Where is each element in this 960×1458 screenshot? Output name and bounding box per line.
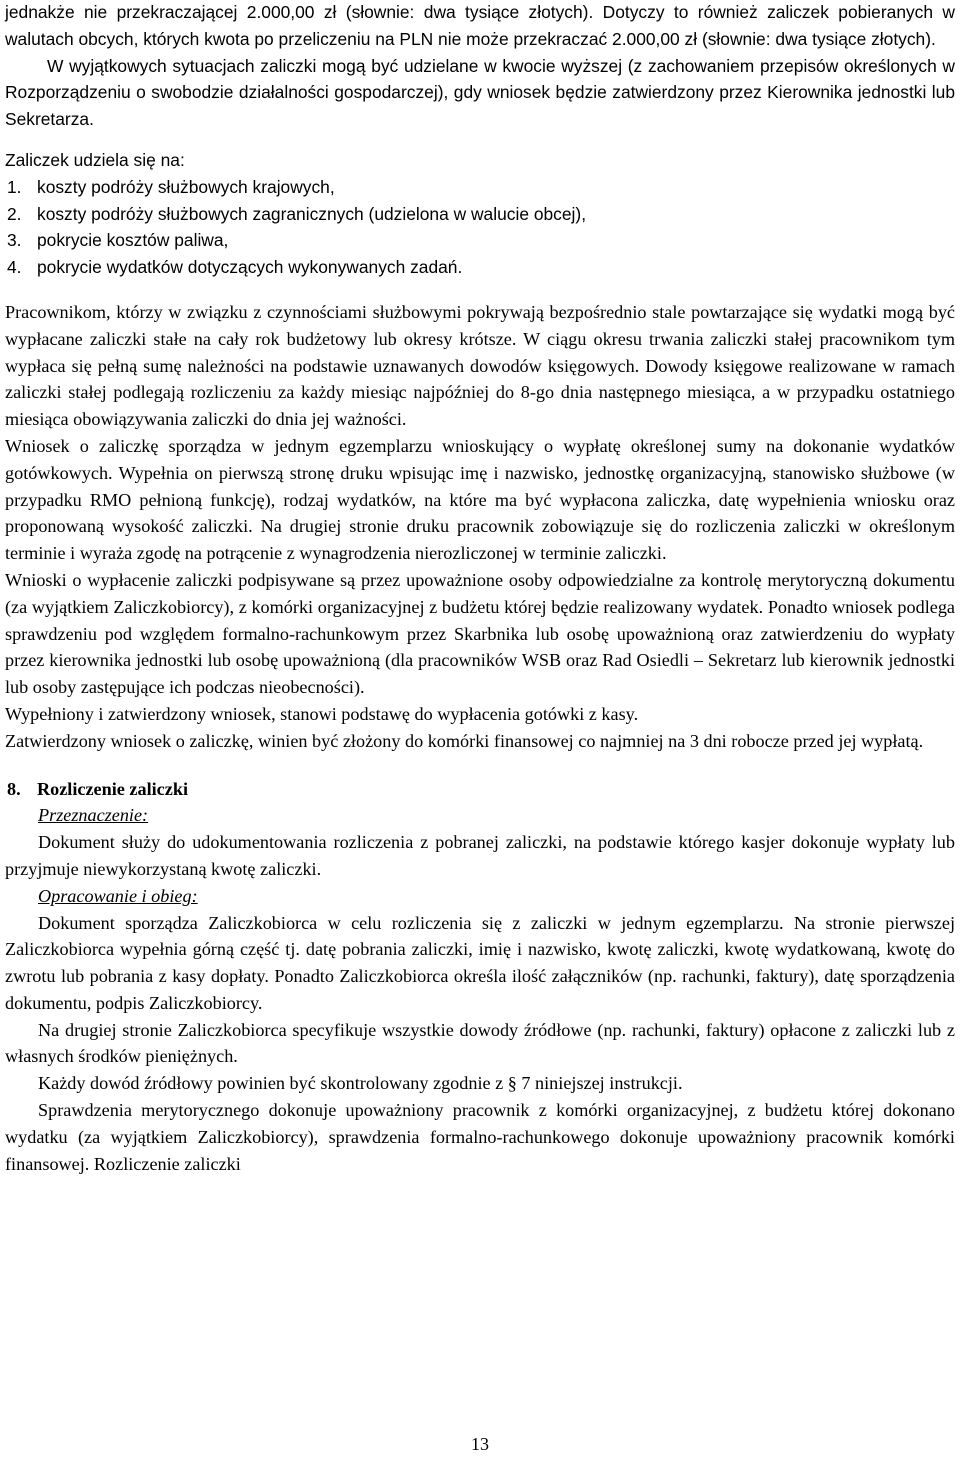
subheading-preparation: Opracowanie i obieg:	[38, 885, 198, 906]
spacer	[5, 133, 955, 147]
subheading-purpose: Przeznaczenie:	[38, 805, 149, 826]
paragraph-limit-continuation: jednakże nie przekraczającej 2.000,00 zł (słownie: dwa tysiące złotych). Dotyczy to również zaliczek pobieranych w walutach obcych, których kwota po przeliczeniu na PLN nie może przekraczać 2.000,00 zł (słownie: dwa tysiące złotych).	[5, 2, 955, 49]
section-heading	[5, 776, 955, 803]
list-item: 3. pokrycie kosztów paliwa,	[7, 230, 229, 251]
paragraph-cash-payout: Wypełniony i zatwierdzony wniosek, stanowi podstawę do wypłacenia gotówki z kasy.	[5, 703, 639, 724]
section-title: Rozliczenie zaliczki	[37, 778, 188, 799]
advance-purpose-list	[5, 174, 955, 281]
paragraph-exceptional-advances: W wyjątkowych sytuacjach zaliczki mogą być udzielane w kwocie wyższej (z zachowaniem przepisów określonych w Rozporządzeniu o swobodzie działalności gospodarczej), gdy wniosek będzie zatwierdzony przez Kierownika jednostki lub Sekretarza.	[5, 55, 955, 130]
list-intro: Zaliczek udziela się na:	[5, 149, 185, 170]
page-number: 13	[471, 1434, 489, 1454]
paragraph-approval: Wnioski o wypłacenie zaliczki podpisywane są przez upoważnione osoby odpowiedzialne za kontrolę merytoryczną dokumentu (za wyjątkiem Zaliczkobiorcy), z komórki organizacyjnej z budżetu której będzie realizowany wydatek. Ponadto wniosek podlega sprawdzeniu pod względem formalno-rachunkowym przez Skarbnika lub osobę upoważnioną oraz zatwierdzeniu do wypłaty przez kierownika jednostki lub osobę upoważnioną (dla pracowników WSB oraz Rad Osiedli – Sekretarz lub kierownik jednostki lub osoby zastępujące ich podczas nieobecności).	[5, 569, 955, 698]
paragraph-preparation-3: Każdy dowód źródłowy powinien być skontrolowany zgodnie z § 7 niniejszej instrukcji.	[38, 1073, 683, 1094]
list-item: 1. koszty podróży służbowych krajowych,	[7, 176, 335, 197]
section-number: 8.	[7, 778, 21, 799]
paragraph-submission-deadline: Zatwierdzony wniosek o zaliczkę, winien być złożony do komórki finansowej co najmniej na 3 dni robocze przed jej wypłatą.	[5, 730, 924, 751]
paragraph-purpose: Dokument służy do udokumentowania rozliczenia z pobranej zaliczki, na podstawie którego kasjer dokonuje wypłaty lub przyjmuje niewykorzystaną kwotę zaliczki.	[5, 832, 955, 879]
paragraph-preparation-4: Sprawdzenia merytorycznego dokonuje upoważniony pracownik z komórki organizacyjnej, z budżetu której dokonano wydatku (za wyjątkiem Zaliczkobiorcy), sprawdzenia formalno-rachunkowego dokonuje upoważniony pracownik komórki finansowej. Rozliczenie zaliczki	[5, 1100, 955, 1174]
paragraph-preparation-2: Na drugiej stronie Zaliczkobiorca specyfikuje wszystkie dowody źródłowe (np. rachunki, faktury) opłacone z zaliczki lub z własnych środków pieniężnych.	[5, 1019, 955, 1067]
paragraph-preparation-1: Dokument sporządza Zaliczkobiorca w celu rozliczenia się z zaliczki w jednym egzemplarzu. Na stronie pierwszej Zaliczkobiorca wypełnia górną część tj. datę pobrania zaliczki, imię i nazwisko, kwotę zaliczki, kwotę wydatkowaną, kwotę do zwrotu lub pobrania z kasy dopłaty. Ponadto Zaliczkobiorca określa ilość załączników (np. rachunki, faktury), datę sporządzenia dokumentu, podpis Zaliczkobiorcy.	[5, 912, 955, 1013]
list-item: 2. koszty podróży służbowych zagranicznych (udzielona w walucie obcej),	[7, 203, 587, 224]
spacer	[5, 281, 955, 299]
spacer	[5, 755, 955, 776]
paragraph-advance-request: Wniosek o zaliczkę sporządza w jednym egzemplarzu wnioskujący o wypłatę określonej sumy na dokonanie wydatków gotówkowych. Wypełnia on pierwszą stronę druku wpisując imę i nazwisko, jednostkę organizacyjną, stanowisko służbowe (w przypadku RMO pełnioną funkcję), rodzaj wydatków, na które ma być wypłacona zaliczka, datę wypełnienia wniosku oraz proponowaną wysokość zaliczki. Na drugiej stronie druku pracownik zobowiązuje się do rozliczenia zaliczki w określonym terminie i wyraża zgodę na potrącenie z wynagrodzenia nierozliczonej w terminie zaliczki.	[5, 435, 955, 564]
list-item: 4. pokrycie wydatków dotyczących wykonywanych zadań.	[7, 257, 463, 278]
paragraph-fixed-advances: Pracownikom, którzy w związku z czynnościami służbowymi pokrywają bezpośrednio stale powtarzające się wydatki mogą być wypłacane zaliczki stałe na cały rok budżetowy lub okresy krótsze. W ciągu okresu trwania zaliczki stałej pracownikom tym wypłaca się pełną sumę należności na podstawie uznawanych dowodów księgowych. Dowody księgowe realizowane w ramach zaliczki stałej podlegają rozliczeniu za każdy miesiąc najpóźniej do 8-go dnia następnego miesiąca, a w przypadku ostatniego miesiąca obowiązywania zaliczki do dnia jej ważności.	[5, 301, 955, 430]
